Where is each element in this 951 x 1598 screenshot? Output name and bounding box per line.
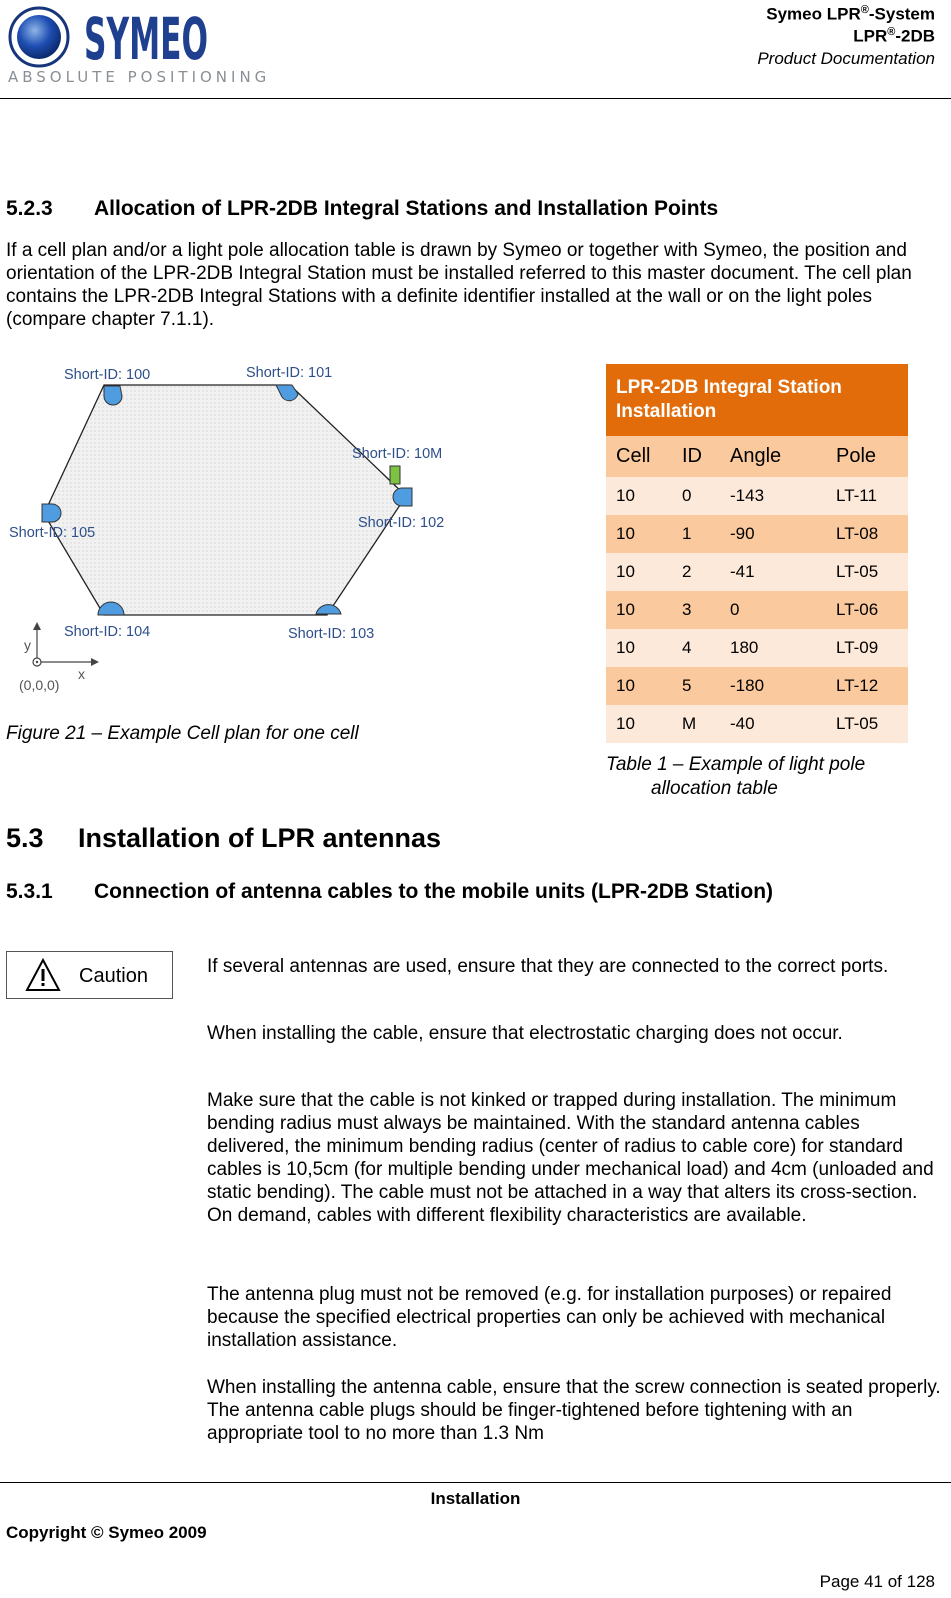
label-short-id-100: Short-ID: 100 [64,367,151,383]
footer-divider [0,1482,951,1483]
id-value: 1 [672,515,720,553]
header-divider [0,98,951,99]
station-102 [393,488,412,506]
body-paragraph: Make sure that the cable is not kinked or trapped during installation. The minimum bending radius must always be maintained. With the standard antenna cables delivered, the minimum bending radius (center of radius to cable core) for standard cables is 10,5cm (for multiple bending under mechanical load) and 4cm (unloaded and static bending). The cable must not be attached in a way that alters its cross-section. On demand, cables with different flexibility characteristics are available. [207,1090,934,1226]
label-short-id-10m: Short-ID: 10M [352,446,443,462]
station-105 [42,504,61,522]
angle-value: -143 [720,477,826,515]
table-row [606,591,908,629]
table-caption-line2: allocation table [651,778,778,799]
id-value: 0 [672,477,720,515]
label-short-id-104: Short-ID: 104 [64,624,151,640]
cell-value: 10 [606,591,672,629]
station-10m [390,466,400,484]
footer-copyright: Copyright © Symeo 2009 [6,1523,207,1542]
cell-value: 10 [606,705,672,743]
section-heading-5-3: 5.3 Installation of LPR antennas [6,823,442,853]
body-paragraph: When installing the antenna cable, ensure that the screw connection is seated properly. The antenna cable plugs should be finger-tightened before tightening with an appropriate tool to no more than 1.3 Nm [207,1377,941,1444]
col-header-cell: Cell [606,436,672,477]
id-value: M [672,705,720,743]
logo-tagline: ABSOLUTE POSITIONING [8,68,271,86]
cell-value: 10 [606,515,672,553]
col-header-angle: Angle [720,436,826,477]
id-value: 3 [672,591,720,629]
angle-value: -41 [720,553,826,591]
light-pole-table [606,364,908,743]
pole-value: LT-08 [826,515,908,553]
label-short-id-105: Short-ID: 105 [9,525,96,541]
id-value: 5 [672,667,720,705]
header-product: Symeo LPR®-System [766,4,935,24]
angle-value: 180 [720,629,826,667]
id-value: 4 [672,629,720,667]
header-model: LPR®-2DB [853,26,935,46]
pole-value: LT-11 [826,477,908,515]
caution-label: Caution [79,965,148,987]
table-title: LPR-2DB Integral Station Installation [606,364,908,436]
pole-value: LT-06 [826,591,908,629]
footer-chapter: Installation [430,1489,521,1508]
cell-value: 10 [606,667,672,705]
cell-polygon [44,385,406,615]
table-row [606,477,908,515]
angle-value: -180 [720,667,826,705]
col-header-pole: Pole [826,436,908,477]
table-row [606,553,908,591]
table-row [606,667,908,705]
symeo-logo-wordmark [84,4,210,73]
station-100 [104,386,122,405]
body-paragraph: When installing the cable, ensure that electrostatic charging does not occur. [207,1023,843,1044]
body-paragraph: The antenna plug must not be removed (e.g. for installation purposes) or repaired because the specified electrical properties can only be achieved with mechanical installation assistance. [207,1284,892,1351]
section-heading-5-2-3: 5.2.3 Allocation of LPR-2DB Integral Stations and Installation Points [6,197,719,220]
axis-y-label: y [24,637,31,653]
symeo-logo-circle [8,6,70,68]
table-caption-line1: Table 1 – Example of light pole [606,754,866,775]
col-header-id: ID [672,436,720,477]
caution-box [6,951,173,999]
svg-text:SYMEO: SYMEO [84,5,208,73]
figure-caption: Figure 21 – Example Cell plan for one cell [6,723,359,744]
table-row [606,705,908,743]
label-short-id-103: Short-ID: 103 [288,626,375,642]
table-row [606,515,908,553]
footer-page-number: Page 41 of 128 [819,1572,935,1591]
pole-value: LT-09 [826,629,908,667]
label-short-id-101: Short-ID: 101 [246,365,333,381]
pole-value: LT-12 [826,667,908,705]
header-doc-type: Product Documentation [757,49,935,68]
section-heading-5-3-1: 5.3.1 Connection of antenna cables to the mobile units (LPR-2DB Station) [6,880,774,903]
cell-value: 10 [606,553,672,591]
body-paragraph: If several antennas are used, ensure that they are connected to the correct ports. [207,956,889,977]
warning-triangle-icon [25,958,61,992]
label-short-id-102: Short-ID: 102 [358,515,445,531]
angle-value: -90 [720,515,826,553]
angle-value: -40 [720,705,826,743]
axis-x-label: x [78,666,85,682]
cell-value: 10 [606,477,672,515]
origin-label: (0,0,0) [19,677,60,693]
pole-value: LT-05 [826,705,908,743]
pole-value: LT-05 [826,553,908,591]
id-value: 2 [672,553,720,591]
angle-value: 0 [720,591,826,629]
cell-plan-diagram [6,358,476,698]
table-row [606,629,908,667]
section-paragraph: If a cell plan and/or a light pole allocation table is drawn by Symeo or together with Symeo, the position and orientation of the LPR-2DB Integral Station must be installed referred to this master document. The cell plan contains the LPR-2DB Integral Stations with a definite identifier installed at the wall or on the light poles (compare chapter 7.1.1). [6,240,912,330]
cell-value: 10 [606,629,672,667]
